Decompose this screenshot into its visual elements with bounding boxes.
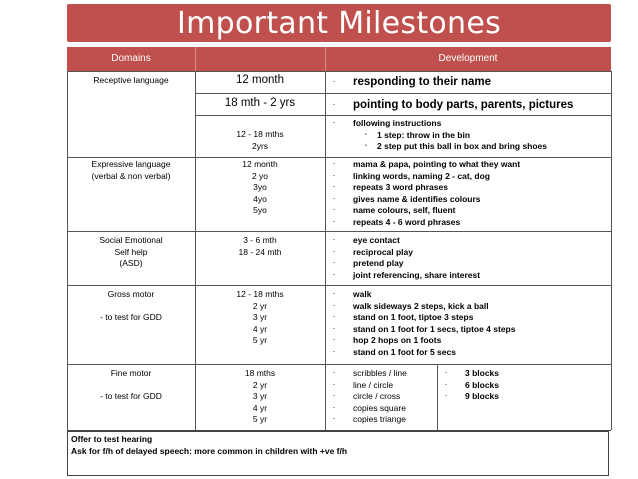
list-item: - copies square [325, 403, 435, 415]
domain-fine-motor [67, 368, 195, 403]
domain-label: Self help [114, 246, 148, 257]
age-label: 18 - 24 mth [238, 246, 282, 257]
milestone-list [325, 235, 611, 281]
list-item: - repeats 3 word phrases [325, 182, 611, 194]
table-header [67, 47, 611, 71]
list-item: - walk [325, 289, 611, 301]
age-label: 4yo [253, 193, 267, 204]
table-row [195, 93, 611, 116]
age-label: 2 yo [251, 170, 269, 181]
list-item: - linking words, naming 2 - cat, dog [325, 171, 611, 183]
list-item: - mama & papa, pointing to what they want [325, 159, 611, 171]
list-item: - following instructions [325, 118, 611, 130]
domain-label: Social Emotional [99, 235, 163, 245]
domain-label: Expressive language [91, 159, 171, 169]
age-cell [195, 159, 325, 217]
age-label: 12 - 18 mths [236, 129, 284, 139]
domain-expressive [67, 159, 195, 182]
header-domains: Domains [111, 53, 151, 64]
list-item: - 3 blocks [437, 368, 537, 380]
domain-gross-motor [67, 289, 195, 324]
table-row-social [67, 231, 611, 286]
sub-item: - 2 step put this ball in box and bring shoes [325, 141, 611, 153]
milestone-list [325, 368, 435, 426]
list-item: - copies triange [325, 414, 435, 426]
milestone-list [325, 98, 611, 112]
header-divider [195, 47, 196, 71]
list-item: - repeats 4 - 6 word phrases [325, 217, 611, 229]
domain-label: (ASD) [119, 258, 143, 268]
age-label: 3 yr [252, 391, 268, 401]
footer-line: Ask for f/h of delayed speech: more common in children with +ve f/h [71, 445, 348, 456]
age-label: 18 mths [244, 368, 276, 378]
age-cell [195, 368, 325, 426]
age-label: 3yo [253, 182, 267, 192]
footer-notes [67, 431, 609, 476]
grid-line [611, 71, 612, 430]
blocks-list [437, 368, 537, 403]
domain-label: - to test for GDD [100, 312, 162, 322]
age-label: 12 month [242, 159, 278, 169]
list-item: - pretend play [325, 258, 611, 270]
title-banner [67, 4, 611, 42]
age-label: 4 yr [252, 402, 268, 413]
list-item: - stand on 1 foot for 1 secs, tiptoe 4 steps [325, 324, 611, 336]
list-item: - eye contact [325, 235, 611, 247]
age-label: 2 yr [252, 379, 268, 390]
list-item: - line / circle [325, 380, 435, 392]
table-row-gross-motor [67, 285, 611, 365]
list-item: - joint referencing, share interest [325, 270, 611, 282]
domain-label: Gross motor [107, 289, 155, 299]
list-item: - pointing to body parts, parents, pictures [325, 98, 611, 112]
age-label: 12 - 18 mths [236, 289, 284, 299]
list-item: - stand on 1 foot, tiptoe 3 steps [325, 312, 611, 324]
age-label: 3 - 6 mth [243, 235, 277, 245]
age-cell [195, 289, 325, 347]
age-cell [195, 235, 325, 258]
list-item: - 6 blocks [437, 380, 537, 392]
list-item: - name colours, self, fluent [325, 205, 611, 217]
age-cell: 12 month [236, 74, 284, 86]
table-row [195, 71, 611, 93]
milestone-list [325, 289, 611, 358]
age-label: 2yrs [251, 140, 269, 151]
page-title: Important Milestones [176, 5, 502, 41]
list-item: - stand on 1 foot for 5 secs [325, 347, 611, 359]
age-label: 5yo [253, 205, 267, 215]
footer-line: Offer to test hearing [71, 434, 153, 444]
milestone-list [325, 75, 611, 89]
list-item: - scribbles / line [325, 368, 435, 380]
list-item: - reciprocal play [325, 247, 611, 259]
domain-label: Fine motor [110, 368, 152, 378]
age-label: 3 yr [252, 312, 268, 322]
list-item: - 9 blocks [437, 391, 537, 403]
domain-social [67, 235, 195, 270]
list-item: - hop 2 hops on 1 foots [325, 335, 611, 347]
header-development: Development [438, 53, 498, 64]
list-item: - gives name & identifies colours [325, 194, 611, 206]
milestones-table [67, 71, 611, 431]
list-item: - circle / cross [325, 391, 435, 403]
milestone-list [325, 159, 611, 228]
list-item: - walk sideways 2 steps, kick a ball [325, 301, 611, 313]
table-row [195, 115, 611, 158]
list-item: - responding to their name [325, 75, 611, 89]
age-cell: 18 mth - 2 yrs [224, 97, 296, 109]
age-label: 4 yr [252, 323, 268, 334]
age-cell [195, 129, 325, 152]
age-label: 2 yr [252, 300, 268, 311]
domain-label: - to test for GDD [100, 391, 162, 401]
milestone-list [325, 118, 611, 153]
table-row-fine-motor [67, 364, 611, 431]
age-label: 5 yr [252, 335, 268, 345]
table-row-expressive [67, 157, 611, 232]
domain-label: (verbal & non verbal) [91, 170, 171, 181]
sub-item: - 1 step: throw in the bin [325, 130, 611, 142]
domain-receptive: Receptive language [93, 75, 169, 85]
age-label: 5 yr [252, 414, 268, 424]
